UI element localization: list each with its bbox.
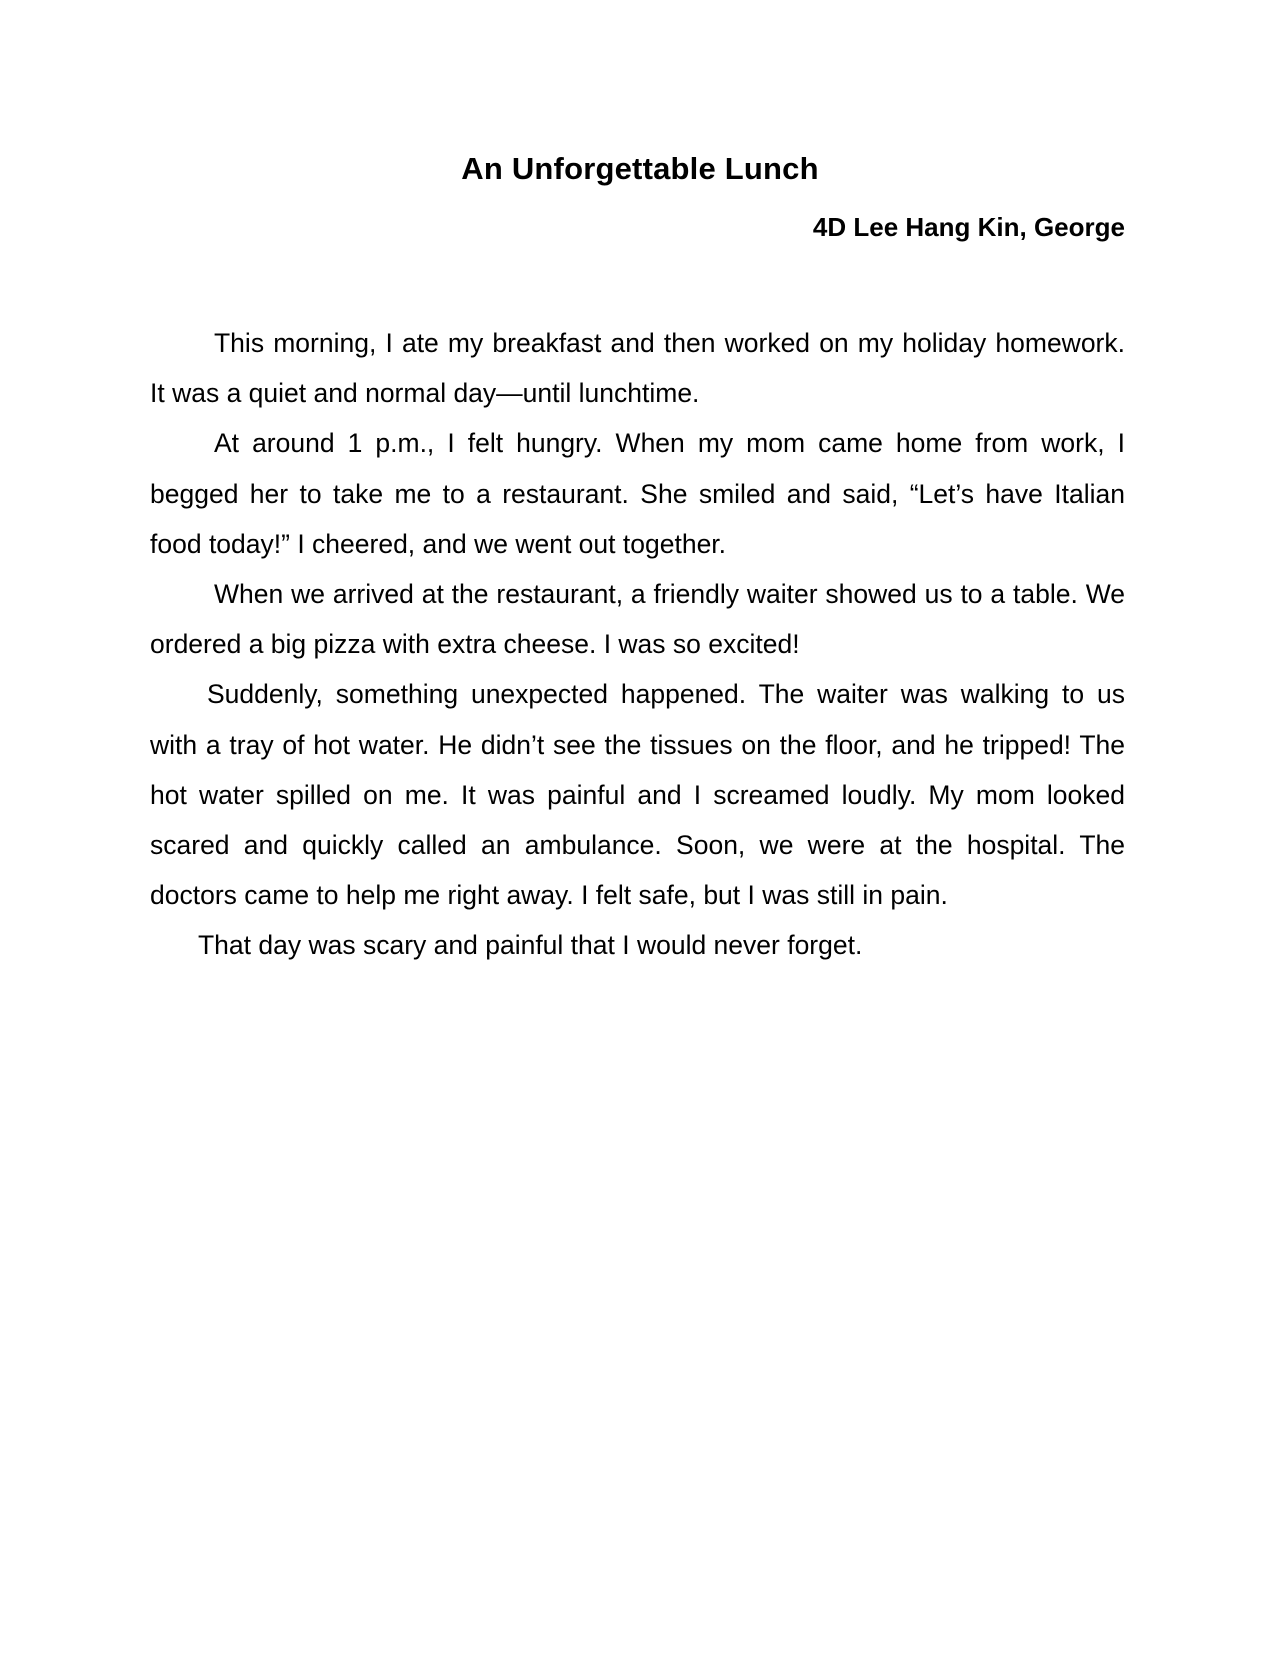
paragraph-1: This morning, I ate my breakfast and then worked on my holiday homework. It was a quiet and normal day—until lunchtime. xyxy=(150,328,1125,409)
paragraph-4: Suddenly, something unexpected happened. The waiter was walking to us with a tray of hot water. He didn’t see the tissues on the floor, and he tripped! The hot water spilled on me. It was painful and I screamed loudly. My mom looked scared and quickly called an ambulance. Soon, we were at the hospital. The doctors came to help me right away. I felt safe, but I was still in pain. xyxy=(150,679,1125,911)
author-line: 4D Lee Hang Kin, George xyxy=(812,212,1125,242)
paragraph-5: That day was scary and painful that I would never forget. xyxy=(198,930,863,961)
essay-body xyxy=(150,318,1125,971)
document-title: An Unforgettable Lunch xyxy=(461,151,819,186)
paragraph-3: When we arrived at the restaurant, a friendly waiter showed us to a table. We ordered a big pizza with extra cheese. I was so excited! xyxy=(150,579,1125,660)
paragraph-2: At around 1 p.m., I felt hungry. When my mom came home from work, I begged her to take me to a restaurant. She smiled and said, “Let’s have Italian food today!” I cheered, and we went out together. xyxy=(150,428,1125,559)
